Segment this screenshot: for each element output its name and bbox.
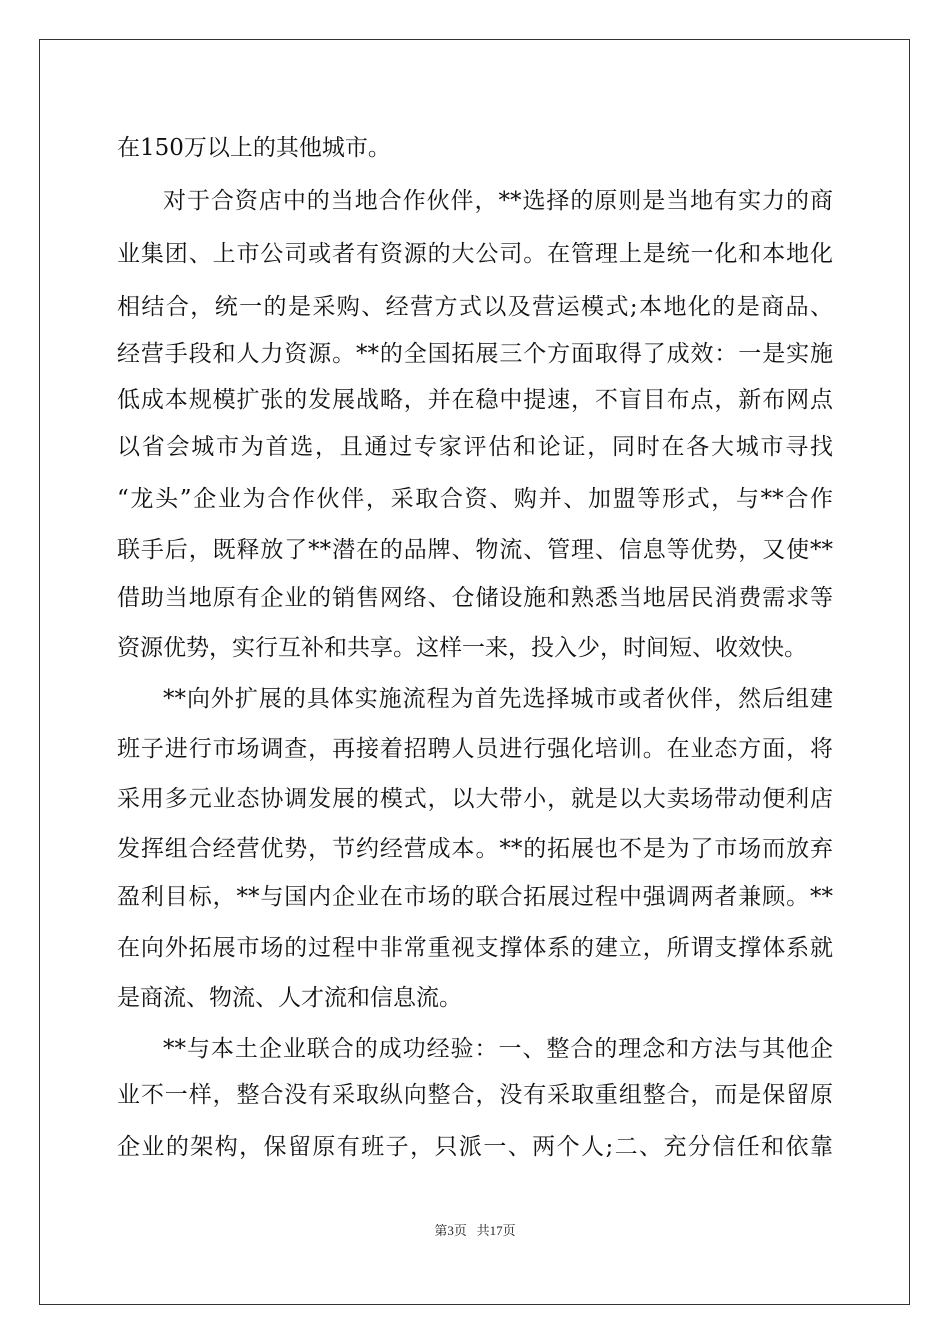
text-line: 低成本规模扩张的发展战略，并在稳中提速，不盲目布点，新布网点 bbox=[117, 387, 833, 413]
text-line: **向外扩展的具体实施流程为首先选择城市或者伙伴，然后组建 bbox=[163, 686, 833, 712]
page-border bbox=[39, 39, 910, 1305]
text-line: 对于合资店中的当地合作伙伴，**选择的原则是当地有实力的商 bbox=[163, 188, 833, 214]
text-line: **与本土企业联合的成功经验：一、整合的理念和方法与其他企 bbox=[163, 1036, 833, 1062]
text-line: 在150万以上的其他城市。 bbox=[117, 135, 391, 161]
text-line: 在向外拓展市场的过程中非常重视支撑体系的建立，所谓支撑体系就 bbox=[117, 935, 833, 961]
text-line: 联手后，既释放了**潜在的品牌、物流、管理、信息等优势，又使** bbox=[117, 537, 833, 563]
text-line: 以省会城市为首选，且通过专家评估和论证，同时在各大城市寻找 bbox=[117, 434, 833, 460]
text-line: 发挥组合经营优势，节约经营成本。**的拓展也不是为了市场而放弃 bbox=[117, 836, 833, 862]
text-line: 资源优势，实行互补和共享。这样一来，投入少，时间短、收效快。 bbox=[117, 635, 807, 661]
text-line: 盈利目标，**与国内企业在市场的联合拓展过程中强调两者兼顾。** bbox=[117, 884, 833, 910]
text-line: 经营手段和人力资源。**的全国拓展三个方面取得了成效：一是实施 bbox=[117, 341, 833, 367]
text-line: 班子进行市场调查，再接着招聘人员进行强化培训。在业态方面，将 bbox=[117, 736, 833, 762]
text-line: 业不一样，整合没有采取纵向整合，没有采取重组整合，而是保留原 bbox=[117, 1082, 833, 1108]
text-line: 是商流、物流、人才流和信息流。 bbox=[117, 985, 462, 1011]
page-footer bbox=[0, 1220, 950, 1239]
text-line: 相结合，统一的是采购、经营方式以及营运模式;本地化的是商品、 bbox=[117, 294, 833, 320]
page-number: 第3页 bbox=[434, 1223, 467, 1238]
text-line: 借助当地原有企业的销售网络、仓储设施和熟悉当地居民消费需求等 bbox=[117, 585, 833, 611]
text-line: “龙头”企业为合作伙伴，采取合资、购并、加盟等形式，与**合作 bbox=[117, 486, 833, 512]
total-pages: 共17页 bbox=[476, 1223, 516, 1238]
text-line: 业集团、上市公司或者有资源的大公司。在管理上是统一化和本地化 bbox=[117, 241, 833, 267]
text-line: 企业的架构，保留原有班子，只派一、两个人;二、充分信任和依靠 bbox=[117, 1134, 833, 1160]
text-line: 采用多元业态协调发展的模式，以大带小，就是以大卖场带动便利店 bbox=[117, 786, 833, 812]
